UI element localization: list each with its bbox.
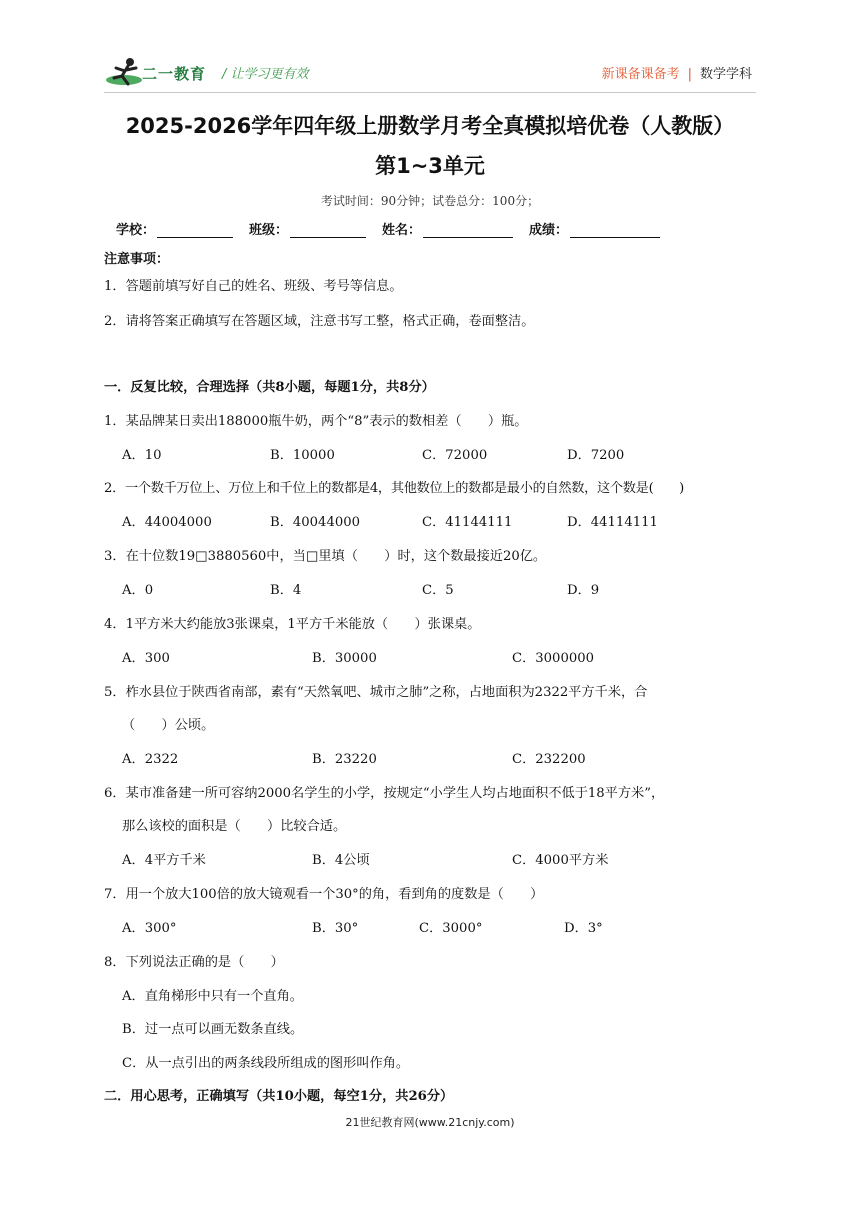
question-stem: 1．某品牌某日卖出188000瓶牛奶，两个“8”表示的数相差（ ）瓶。 <box>104 414 528 429</box>
name-label: 姓名： <box>382 223 422 238</box>
option-row <box>122 849 608 868</box>
question-stem: 7．用一个放大100倍的放大镜观看一个30°的角，看到角的度数是（ ） <box>104 887 544 902</box>
header-divider <box>104 92 756 93</box>
question-stem: 6．某市准备建一所可容纳2000名学生的小学，按规定“小学生人均占地面积不低于18平方米”， <box>104 786 665 801</box>
page-title: 2025-2026学年四年级上册数学月考全真模拟培优卷（人教版） <box>125 114 735 138</box>
logo-text: 二一教育 <box>142 65 207 83</box>
option[interactable]: C．5 <box>422 583 454 598</box>
option[interactable]: B．4公顷 <box>312 853 370 868</box>
option-row <box>122 511 658 530</box>
class-field[interactable] <box>249 219 366 238</box>
option-row <box>122 748 586 767</box>
page-footer: 21世纪教育网(www.21cnjy.com) <box>345 1116 515 1129</box>
option-row <box>122 444 624 463</box>
option-row <box>122 579 599 598</box>
name-field[interactable] <box>382 219 513 238</box>
question-stem: 8．下列说法正确的是（ ） <box>104 955 284 970</box>
class-blank[interactable] <box>290 223 366 238</box>
slogan: / 让学习更有效 <box>222 67 309 82</box>
question-stem: 4．1平方米大约能放3张课桌，1平方千米能放（ ）张课桌。 <box>104 617 481 632</box>
school-blank[interactable] <box>157 223 233 238</box>
option-row <box>122 647 594 666</box>
option[interactable]: C．232200 <box>512 752 586 767</box>
option[interactable]: A．0 <box>122 583 154 598</box>
section-heading: 一．反复比较，合理选择（共8小题，每题1分，共8分） <box>104 380 435 395</box>
note-item: 2．请将答案正确填写在答题区域，注意书写工整，格式正确，卷面整洁。 <box>104 314 535 329</box>
question-stem: 3．在十位数19□3880560中，当□里填（ ）时，这个数最接近20亿。 <box>104 549 547 564</box>
option[interactable]: C．41144111 <box>422 515 513 530</box>
option[interactable]: A．300° <box>122 921 177 936</box>
header-separator: | <box>687 67 692 82</box>
score-label: 成绩： <box>529 223 569 238</box>
question-stem: 2．一个数千万位上、万位上和千位上的数都是4，其他数位上的数都是最小的自然数，这个数是( ) <box>104 481 685 496</box>
class-label: 班级： <box>249 223 289 238</box>
option[interactable]: B．30° <box>312 921 359 936</box>
notes-title: 注意事项： <box>104 252 170 267</box>
header-tag: 新课备课备考 <box>601 67 680 82</box>
option[interactable]: D．9 <box>567 583 600 598</box>
option-row <box>122 917 603 936</box>
option[interactable]: B．30000 <box>312 651 377 666</box>
option[interactable]: B．40044000 <box>270 515 361 530</box>
question-stem: 5．柞水县位于陕西省南部，素有“天然氧吧、城市之肺”之称，占地面积为2322平方千米，合 <box>104 685 648 700</box>
exam-info: 考试时间：90分钟；试卷总分：100分； <box>320 194 540 208</box>
option[interactable]: D．3° <box>564 921 603 936</box>
option[interactable]: B．4 <box>270 583 302 598</box>
school-field[interactable] <box>116 219 233 238</box>
page-subtitle: 第1~3单元 <box>375 154 485 178</box>
question-stem-continued: 那么该校的面积是（ ）比较合适。 <box>122 819 347 834</box>
option[interactable]: C．4000平方米 <box>512 853 609 868</box>
score-field[interactable] <box>529 219 660 238</box>
option[interactable]: B．23220 <box>312 752 377 767</box>
header-right <box>602 63 752 82</box>
question-stem-continued: （ ）公顷。 <box>122 718 215 733</box>
option[interactable]: C．从一点引出的两条线段所组成的图形叫作角。 <box>122 1056 410 1071</box>
option[interactable]: A．10 <box>122 448 162 463</box>
option[interactable]: A．2322 <box>122 752 179 767</box>
student-info-row <box>116 219 676 238</box>
option[interactable]: C．72000 <box>422 448 488 463</box>
option[interactable]: B．10000 <box>270 448 335 463</box>
school-label: 学校： <box>116 223 156 238</box>
option[interactable]: C．3000000 <box>512 651 595 666</box>
option[interactable]: A．44004000 <box>122 515 212 530</box>
option[interactable]: A．4平方千米 <box>122 853 206 868</box>
option[interactable]: D．7200 <box>567 448 625 463</box>
option[interactable]: D．44114111 <box>567 515 658 530</box>
section-heading: 二．用心思考，正确填写（共10小题，每空1分，共26分） <box>104 1089 454 1104</box>
option[interactable]: A．300 <box>122 651 170 666</box>
score-blank[interactable] <box>570 223 660 238</box>
option[interactable]: A．直角梯形中只有一个直角。 <box>122 989 303 1004</box>
option[interactable]: C．3000° <box>419 921 483 936</box>
name-blank[interactable] <box>423 223 513 238</box>
option[interactable]: B．过一点可以画无数条直线。 <box>122 1022 304 1037</box>
header-subject: 数学学科 <box>699 67 752 82</box>
note-item: 1．答题前填写好自己的姓名、班级、考号等信息。 <box>104 279 403 294</box>
